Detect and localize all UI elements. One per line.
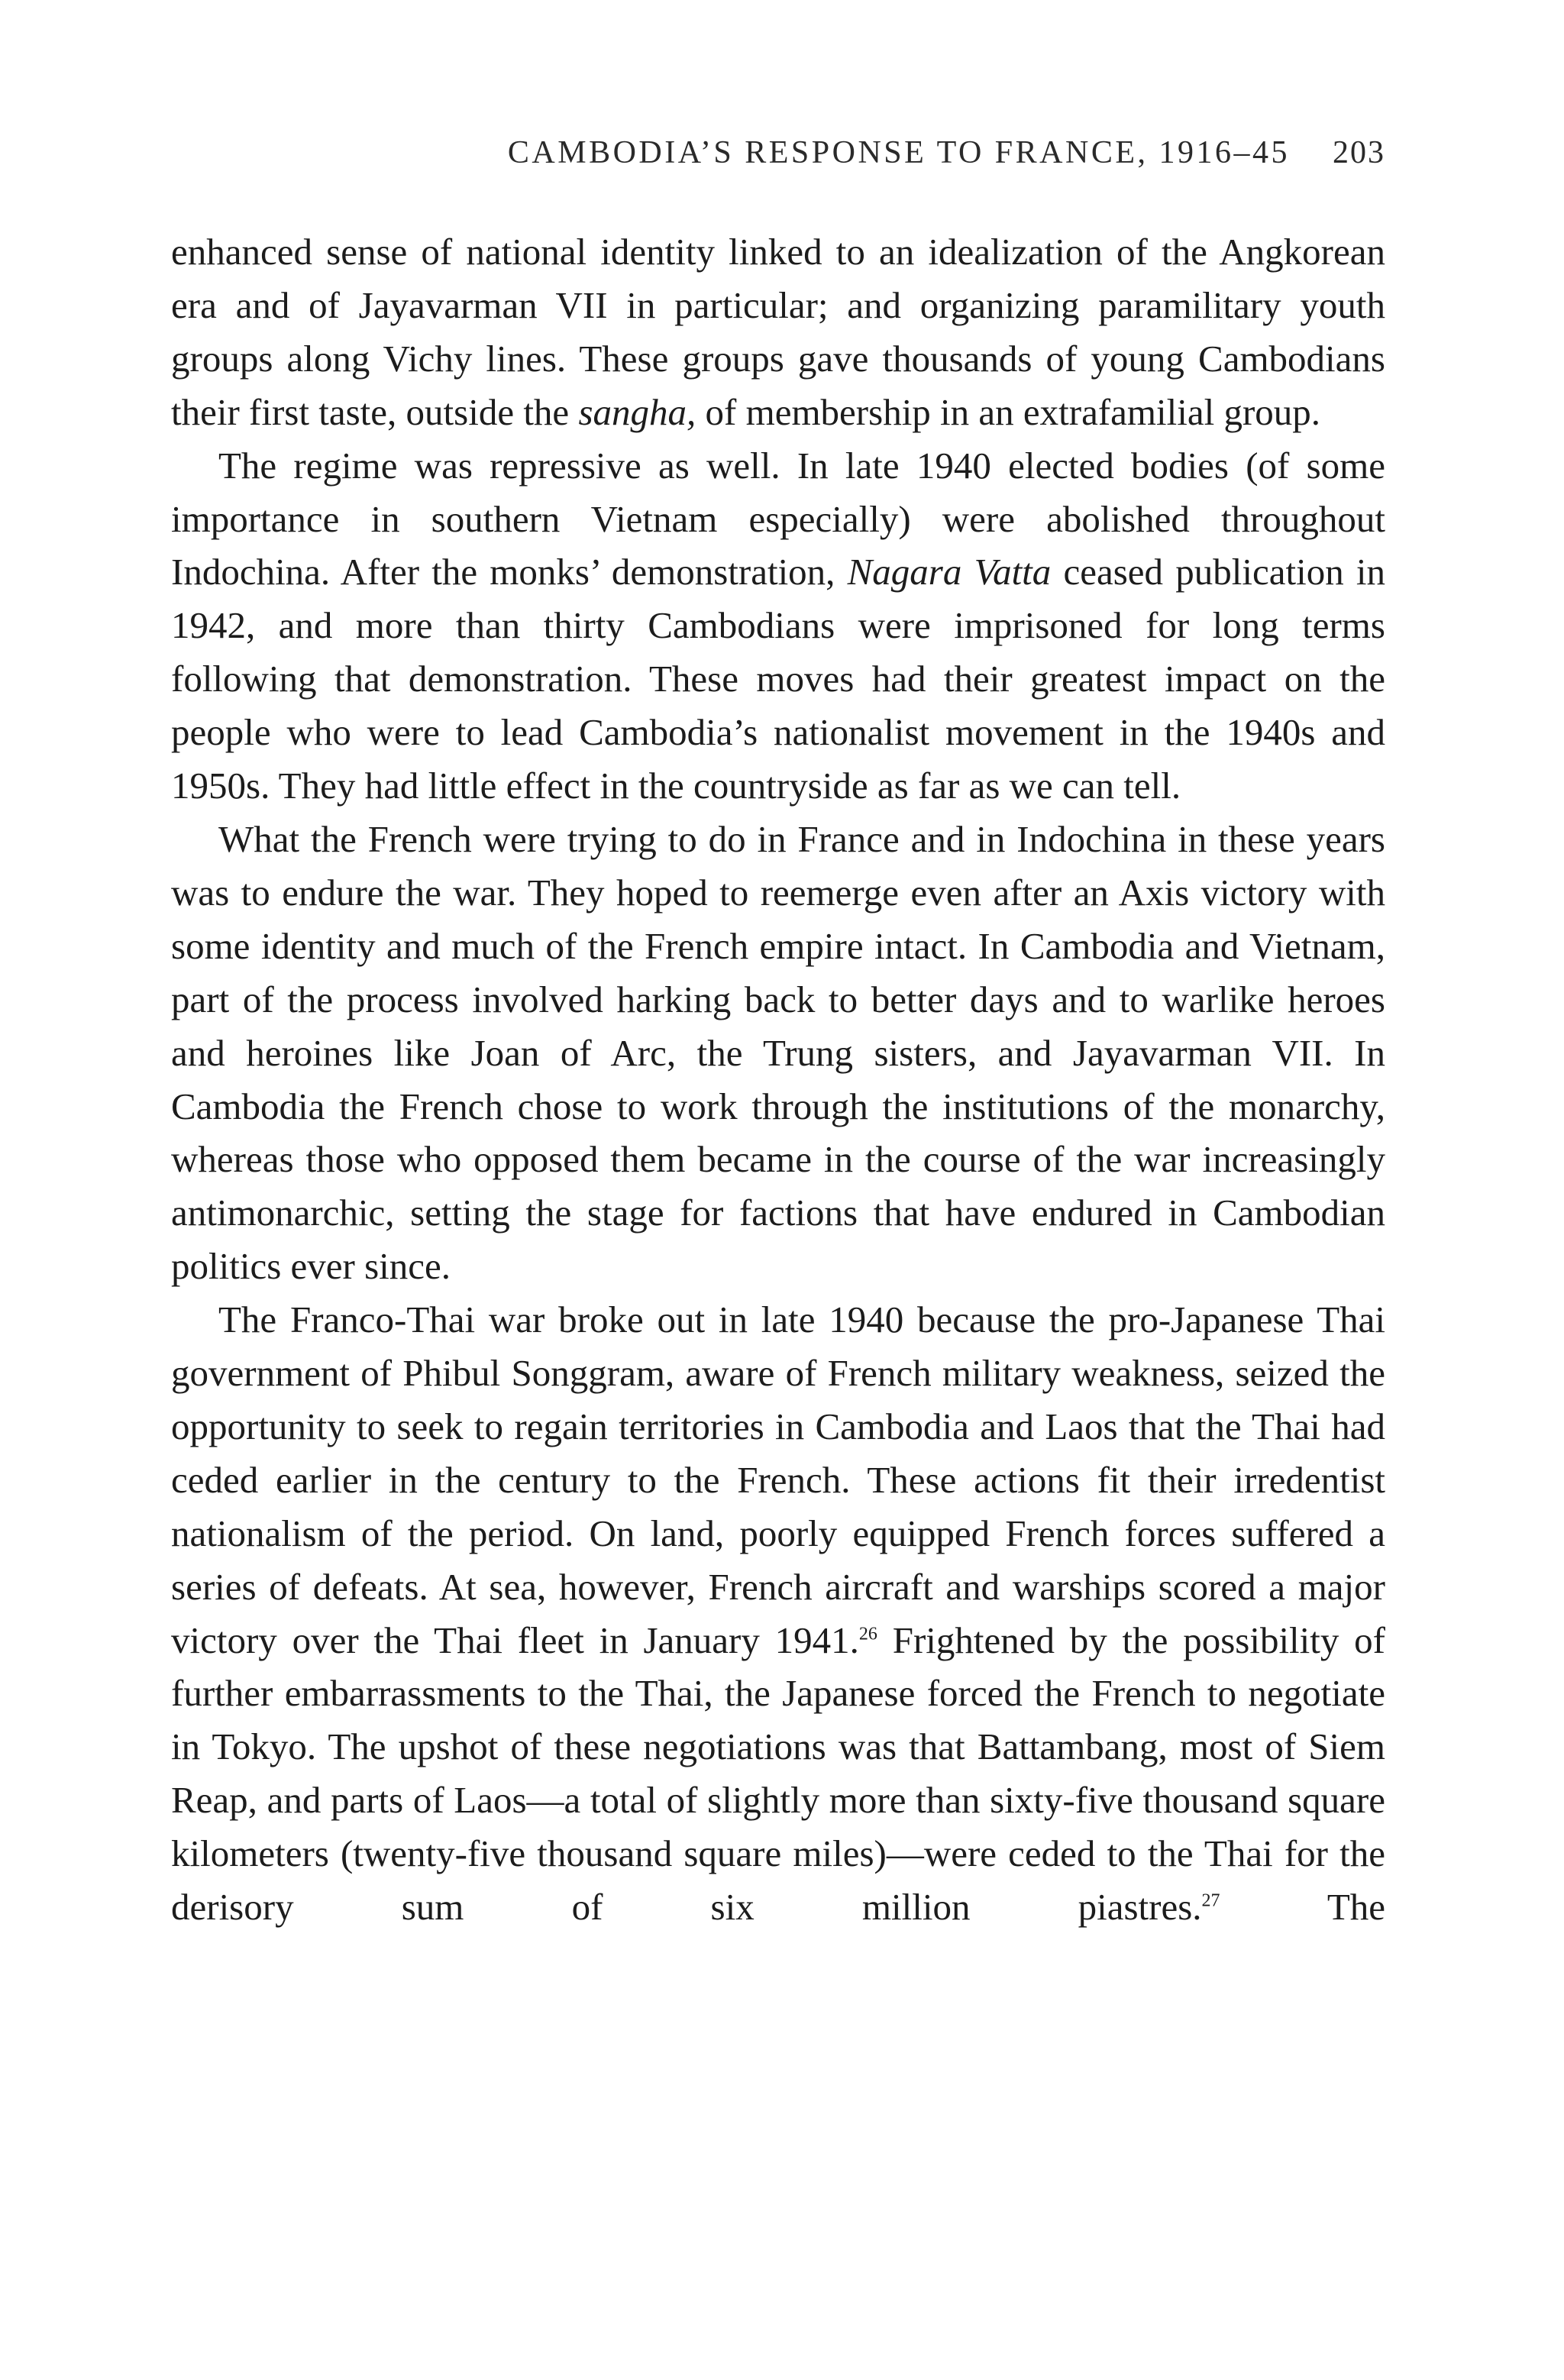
italic-term-sangha: sangha, — [578, 390, 696, 433]
paragraph-4-text-a: The Franco-Thai war broke out in late 1940 because the pro-Japanese Thai government of Phibul Songgram, aware of French military weakness, seized the opportunity to seek to regain territories in Cambodia and Laos that the Thai had ceded earlier in the century to the French. These actions fit their irredentist nationalism of the period. On land, poorly equipped French forces suffered a series of defeats. At sea, however, French aircraft and warships scored a major victory over the Thai fleet in January 1941. — [171, 1298, 1385, 1661]
body-text — [171, 225, 1385, 1934]
footnote-ref-27[interactable]: 27 — [1201, 1890, 1220, 1911]
paragraph-2-text-b: ceased publication in 1942, and more than thirty Cambodians were imprisoned for long terms following that demonstration. These moves had their greatest impact on the people who were to lead Cambodia’s nationalist movement in the 1940s and 1950s. They had little effect in the countryside as far as we can tell. — [171, 551, 1385, 807]
paragraph-4-text-c: The — [1220, 1886, 1386, 1929]
paragraph-4-text-b: Frightened by the possibility of further embarrassments to the Thai, the Japanese forced the French to negotiate in Tokyo. The upshot of these negotiations was that Battambang, most of Siem Reap, and parts of Laos—a total of slightly more than sixty-five thousand square kilometers (twenty-five thousand square miles)—were ceded to the Thai for the derisory sum of six million piastres. — [171, 1618, 1385, 1929]
footnote-ref-26[interactable]: 26 — [858, 1624, 877, 1644]
paragraph-4 — [171, 1293, 1385, 1934]
running-title: CAMBODIA’S RESPONSE TO FRANCE, 1916–45 — [507, 135, 1290, 170]
paragraph-1 — [171, 225, 1385, 439]
paragraph-1-text-b: of membership in an extrafamilial group. — [696, 390, 1321, 433]
italic-title-nagara-vatta: Nagara Vatta — [847, 551, 1052, 593]
running-head — [171, 130, 1385, 176]
page-number: 203 — [1333, 135, 1385, 170]
paragraph-2 — [171, 439, 1385, 813]
paragraph-2-text-a: The regime was repressive as well. In late 1940 elected bodies (of some importance in southern Vietnam especially) were abolished throughout Indochina. After the monks’ demonstration, — [171, 444, 1385, 593]
paragraph-1-text-a: enhanced sense of national identity linked to an idealization of the Angkorean era and of Jayavarman VII in particular; and organizing paramilitary youth groups along Vichy lines. These groups gave thousands of young Cambodians their first taste, outside the — [171, 231, 1385, 433]
paragraph-3: What the French were trying to do in France and in Indochina in these years was to endure the war. They hoped to reemerge even after an Axis victory with some identity and much of the French empire intact. In Cambodia and Vietnam, part of the process involved harking back to better days and to warlike heroes and heroines like Joan of Arc, the Trung sisters, and Jayavarman VII. In Cambodia the French chose to work through the institutions of the monarchy, whereas those who opposed them became in the course of the war increasingly antimonarchic, setting the stage for factions that have endured in Cambodian politics ever since. — [171, 817, 1385, 1288]
